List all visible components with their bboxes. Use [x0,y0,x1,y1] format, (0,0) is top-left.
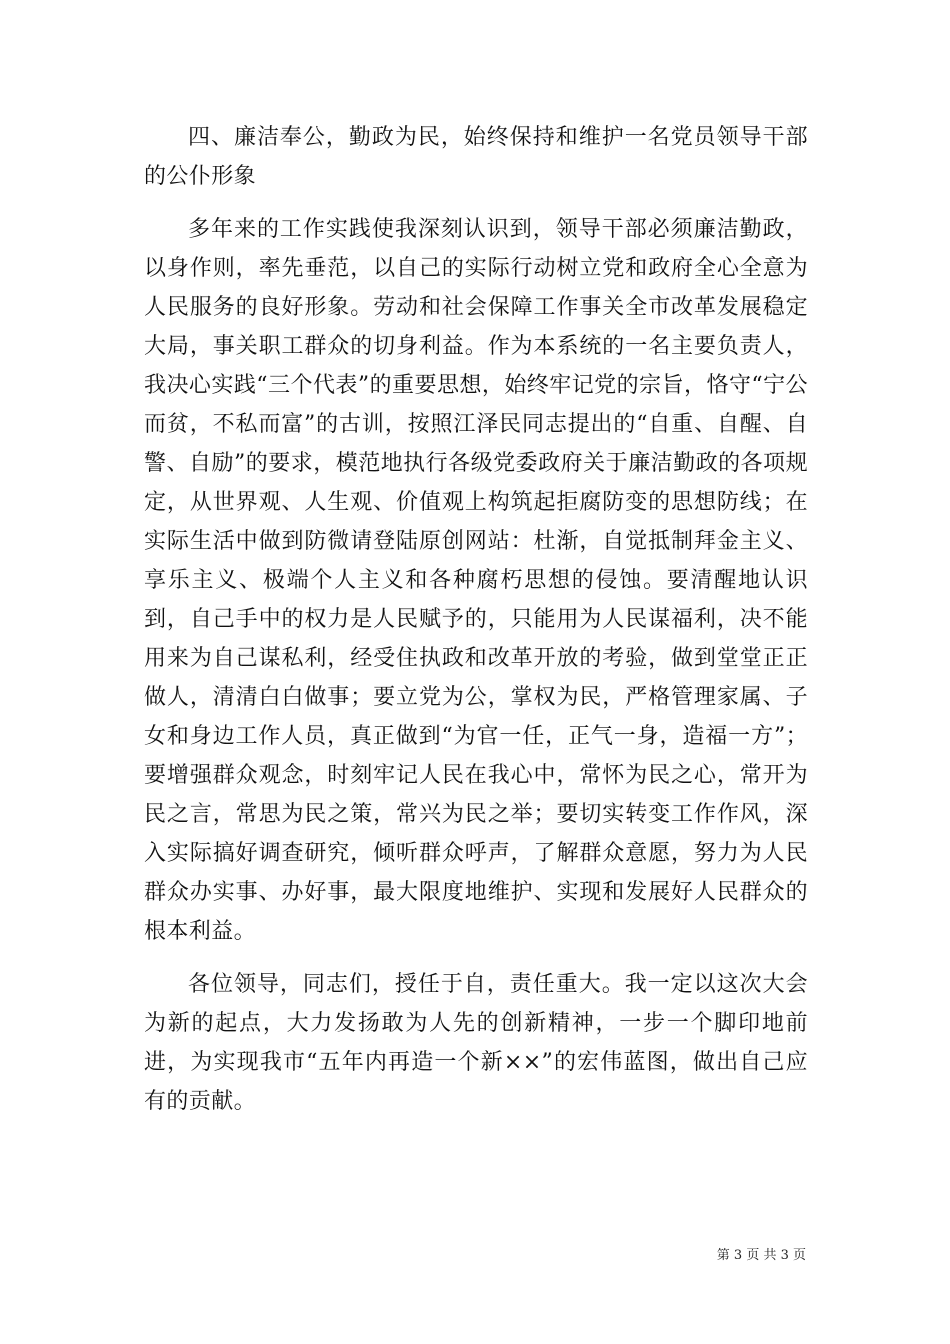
document-body [144,118,808,1121]
page-number-footer: 第 3 页 共 3 页 [716,1248,806,1263]
closing-paragraph: 各位领导，同志们，授任于自，责任重大。我一定以这次大会为新的起点，大力发扬敢为人先的创新精神，一步一个脚印地前进，为实现我市“五年内再造一个新××”的宏伟蓝图，做出自己应有的贡献。 [144,972,808,1114]
body-paragraph: 多年来的工作实践使我深刻认识到，领导干部必须廉洁勤政，以身作则，率先垂范，以自己的实际行动树立党和政府全心全意为人民服务的良好形象。劳动和社会保障工作事关全市改革发展稳定大局，事关职工群众的切身利益。作为本系统的一名主要负责人，我决心实践“三个代表”的重要思想，始终牢记党的宗旨，恪守“宁公而贫，不私而富”的古训，按照江泽民同志提出的“自重、自醒、自警、自励”的要求，模范地执行各级党委政府关于廉洁勤政的各项规定，从世界观、人生观、价值观上构筑起拒腐防变的思想防线；在实际生活中做到防微请登陆原创网站：杜渐，自觉抵制拜金主义、享乐主义、极端个人主义和各种腐朽思想的侵蚀。要清醒地认识到，自己手中的权力是人民赋予的，只能用为人民谋福利，决不能用来为自己谋私利，经受住执政和改革开放的考验，做到堂堂正正做人，清清白白做事；要立党为公，掌权为民，严格管理家属、子女和身边工作人员，真正做到“为官一任，正气一身，造福一方”；要增强群众观念，时刻牢记人民在我心中，常怀为民之心，常开为民之言，常思为民之策，常兴为民之举；要切实转变工作作风，深入实际搞好调查研究，倾听群众呼声，了解群众意愿，努力为人民群众办实事、办好事，最大限度地维护、实现和发展好人民群众的根本利益。 [144,217,808,944]
section-heading: 四、廉洁奉公，勤政为民，始终保持和维护一名党员领导干部的公仆形象 [144,125,808,189]
